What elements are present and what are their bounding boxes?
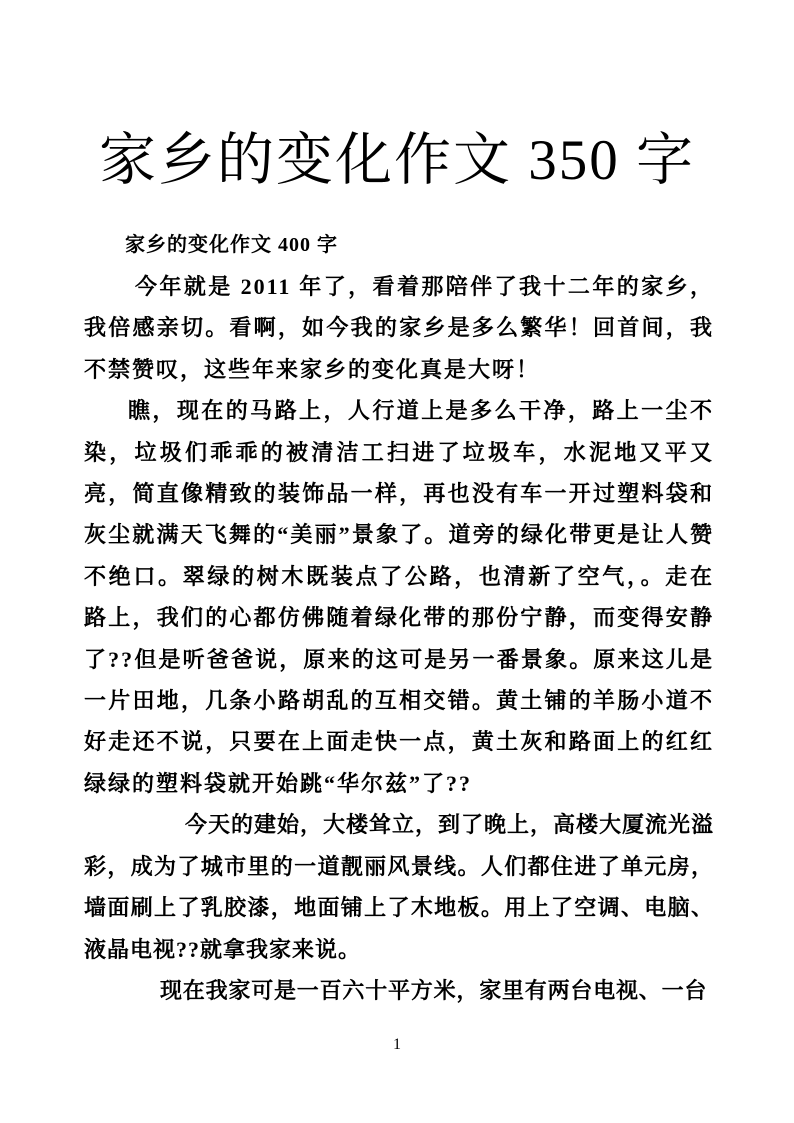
document-body xyxy=(84,266,714,1011)
paragraph-1: 今年就是 2011 年了，看着那陪伴了我十二年的家乡，我倍感亲切。看啊，如今我的家乡是多么繁华！回首间，我不禁赞叹，这些年来家乡的变化真是大呀！ xyxy=(84,274,714,382)
paragraph-3: 今天的建始，大楼耸立，到了晚上，高楼大厦流光溢彩，成为了城市里的一道靓丽风景线。人们都住进了单元房，墙面刷上了乳胶漆，地面铺上了木地板。用上了空调、电脑、液晶电视??就拿我家来说。 xyxy=(84,812,715,962)
paragraph-4: 现在我家可是一百六十平方米，家里有两台电视、一台 xyxy=(160,977,708,1003)
document-subtitle: 家乡的变化作文 400 字 xyxy=(125,234,338,256)
page-number: 1 xyxy=(393,1036,401,1053)
document-title: 家乡的变化作文 350 字 xyxy=(99,129,695,192)
paragraph-2: 瞧，现在的马路上，人行道上是多么干净，路上一尘不染，垃圾们乖乖的被清洁工扫进了垃圾车，水泥地又平又亮，简直像精致的装饰品一样，再也没有车一开过塑料袋和灰尘就满天飞舞的“美丽”景象了。道旁的绿化带更是让人赞不绝口。翠绿的树木既装点了公路，也清新了空气，。走在路上，我们的心都仿佛随着绿化带的那份宁静，而变得安静了??但是听爸爸说，原来的这可是另一番景象。原来这儿是一片田地，几条小路胡乱的互相交错。黄土铺的羊肠小道不好走还不说，只要在上面走快一点，黄土灰和路面上的红红绿绿的塑料袋就开始跳“华尔兹”了?? xyxy=(84,398,714,796)
